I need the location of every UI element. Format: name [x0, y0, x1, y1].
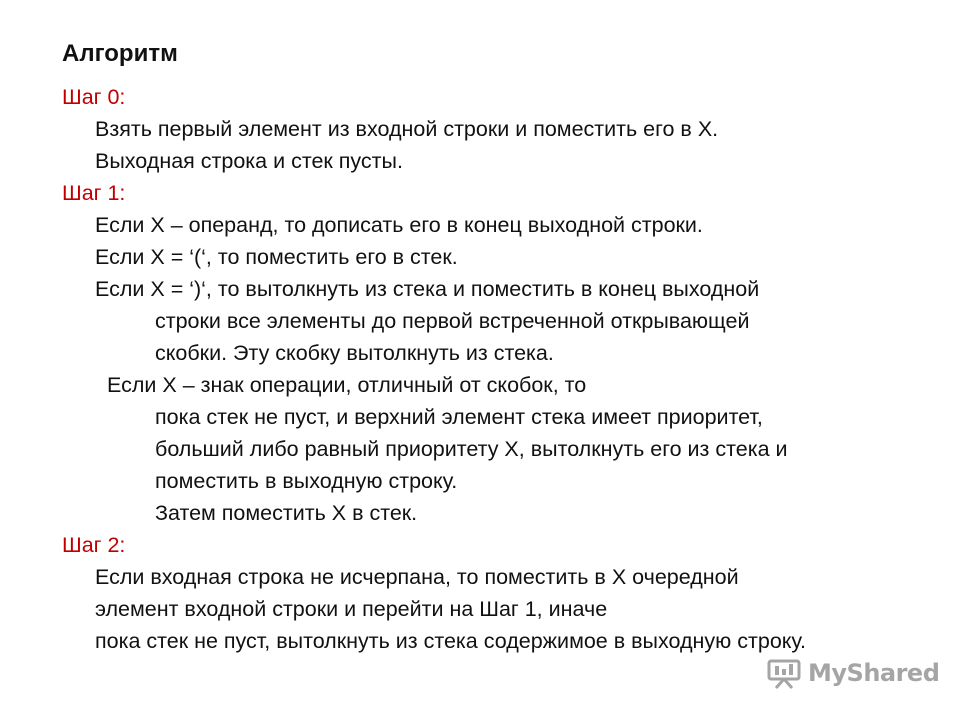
- step-1-line-10: Затем поместить X в стек.: [155, 501, 418, 525]
- step-2-line-2: элемент входной строки и перейти на Шаг 1, иначе: [95, 597, 608, 621]
- watermark-text: MyShared: [808, 659, 940, 687]
- step-0-line-2: Выходная строка и стек пусты.: [95, 149, 403, 173]
- step-1-line-8: больший либо равный приоритету X, вытолкнуть его из стека и: [155, 437, 788, 461]
- step-0-heading: Шаг 0:: [62, 85, 126, 109]
- step-1-line-1: Если X – операнд, то дописать его в конец выходной строки.: [95, 213, 703, 237]
- step-1-line-9: поместить в выходную строку.: [155, 469, 458, 493]
- step-1-line-6: Если X – знак операции, отличный от скобок, то: [107, 373, 587, 397]
- step-1-line-3: Если X = ‘)‘, то вытолкнуть из стека и поместить в конец выходной: [95, 277, 760, 301]
- step-1-line-4: строки все элементы до первой встреченной открывающей: [155, 309, 750, 333]
- step-1-line-5: скобки. Эту скобку вытолкнуть из стека.: [155, 341, 554, 365]
- slide-title: Алгоритм: [62, 40, 178, 67]
- step-2-heading: Шаг 2:: [62, 533, 126, 557]
- presentation-board-icon: [766, 657, 802, 689]
- step-1-line-7: пока стек не пуст, и верхний элемент стека имеет приоритет,: [155, 405, 763, 429]
- step-1-line-2: Если X = ‘(‘, то поместить его в стек.: [95, 245, 458, 269]
- step-1-heading: Шаг 1:: [62, 181, 126, 205]
- step-2-line-1: Если входная строка не исчерпана, то поместить в X очередной: [95, 565, 739, 589]
- watermark: [766, 657, 939, 689]
- step-0-line-1: Взять первый элемент из входной строки и поместить его в X.: [95, 117, 719, 141]
- step-2-line-3: пока стек не пуст, вытолкнуть из стека содержимое в выходную строку.: [95, 629, 807, 653]
